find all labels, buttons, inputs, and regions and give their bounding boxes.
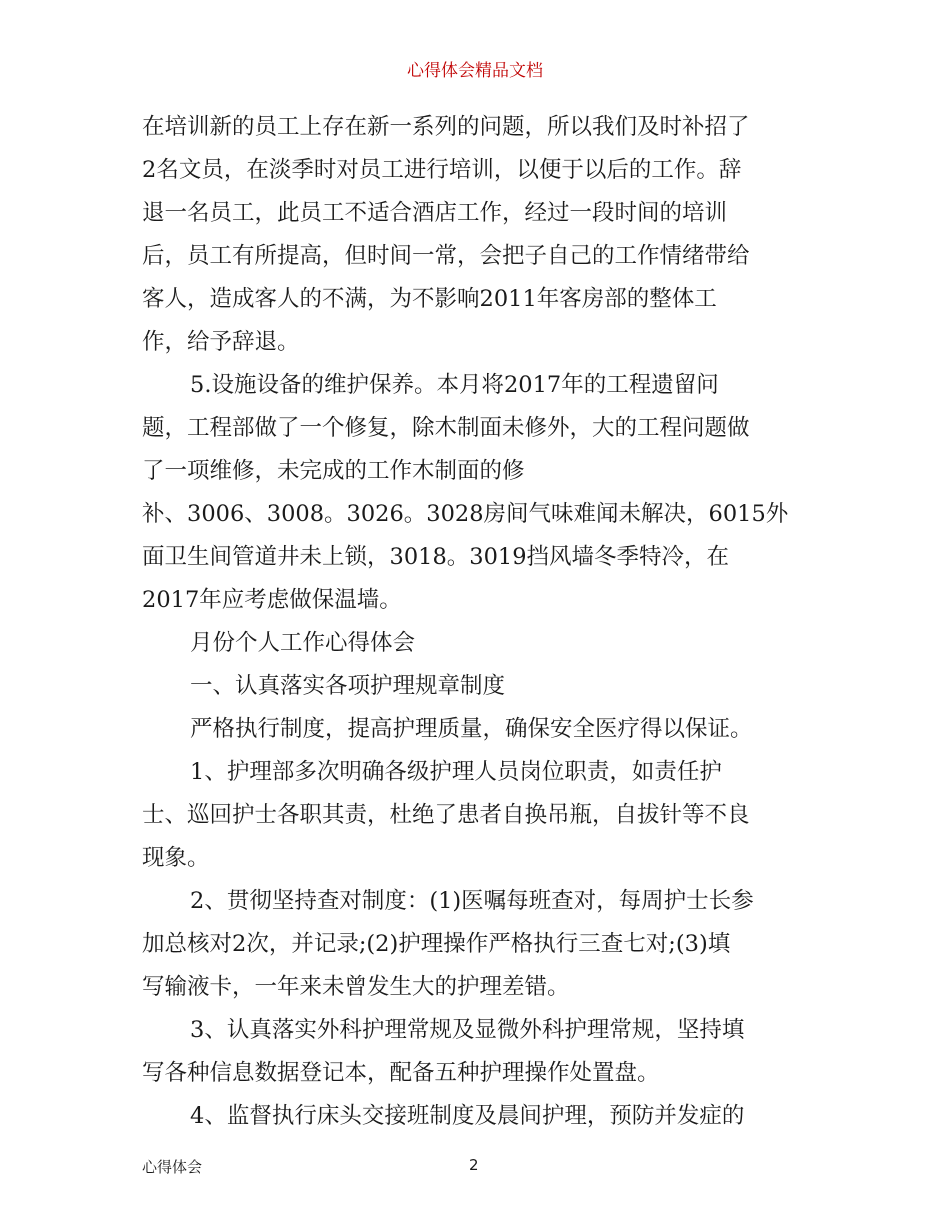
body-line: 2名文员，在淡季时对员工进行培训，以便于以后的工作。辞 bbox=[142, 157, 742, 183]
body-line: 严格执行制度，提高护理质量，确保安全医疗得以保证。 bbox=[190, 716, 753, 742]
body-line: 加总核对2次，并记录;(2)护理操作严格执行三查七对;(3)填 bbox=[142, 931, 731, 957]
page-number: 2 bbox=[469, 1156, 479, 1174]
body-line: 5.设施设备的维护保养。本月将2017年的工程遗留问 bbox=[190, 372, 719, 398]
section-heading: 一、认真落实各项护理规章制度 bbox=[190, 673, 506, 699]
body-line: 2017年应考虑做保温墙。 bbox=[142, 587, 402, 613]
section-title: 月份个人工作心得体会 bbox=[190, 630, 416, 656]
body-line: 作，给予辞退。 bbox=[142, 329, 300, 355]
body-line: 客人，造成客人的不满，为不影响2011年客房部的整体工 bbox=[142, 286, 717, 312]
footer-label: 心得体会 bbox=[142, 1158, 203, 1176]
body-line: 补、3006、3008。3026。3028房间气味难闻未解决，6015外 bbox=[142, 501, 789, 527]
body-line: 3、认真落实外科护理常规及显微外科护理常规，坚持填 bbox=[190, 1017, 745, 1043]
body-line: 面卫生间管道井未上锁，3018。3019挡风墙冬季特冷，在 bbox=[142, 544, 730, 570]
body-line: 在培训新的员工上存在新一系列的问题，所以我们及时补招了 bbox=[142, 114, 750, 140]
body-line: 1、护理部多次明确各级护理人员岗位职责，如责任护 bbox=[190, 759, 722, 785]
body-line: 2、贯彻坚持查对制度：(1)医嘱每班查对，每周护士长参 bbox=[190, 888, 754, 914]
body-line: 现象。 bbox=[142, 845, 210, 871]
body-line: 后，员工有所提高，但时间一常，会把子自己的工作情绪带给 bbox=[142, 243, 750, 269]
document-header-title: 心得体会精品文档 bbox=[407, 61, 543, 81]
body-line: 士、巡回护士各职其责，杜绝了患者自换吊瓶，自拔针等不良 bbox=[142, 802, 750, 828]
body-line: 了一项维修，未完成的工作木制面的修 bbox=[142, 458, 525, 484]
body-line: 退一名员工，此员工不适合酒店工作，经过一段时间的培训 bbox=[142, 200, 728, 226]
body-line: 写输液卡，一年来未曾发生大的护理差错。 bbox=[142, 974, 570, 1000]
body-line: 题，工程部做了一个修复，除木制面未修外，大的工程问题做 bbox=[142, 415, 750, 441]
body-line: 写各种信息数据登记本，配备五种护理操作处置盘。 bbox=[142, 1060, 660, 1086]
body-line: 4、监督执行床头交接班制度及晨间护理，预防并发症的 bbox=[190, 1103, 745, 1129]
